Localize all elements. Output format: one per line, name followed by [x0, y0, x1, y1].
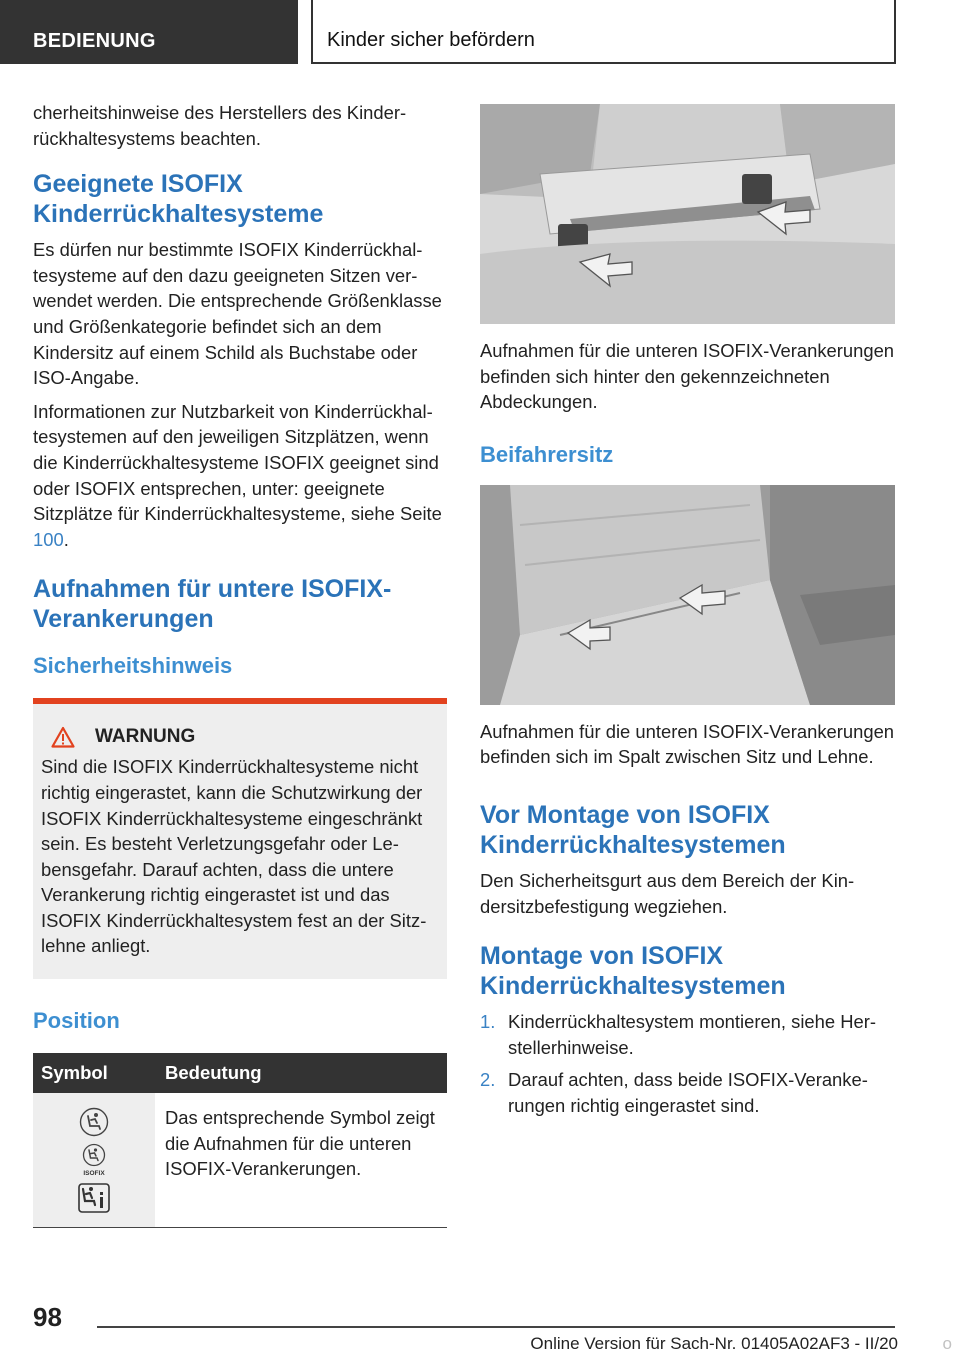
heading-sicherheitshinweis: Sicherheitshinweis — [33, 653, 233, 679]
rear-seat-isofix-photo — [480, 104, 895, 324]
symbol-table — [33, 1053, 447, 1227]
page-number: 98 — [33, 1302, 62, 1332]
svg-text:ISOFIX: ISOFIX — [83, 1170, 105, 1178]
passenger-seat-illustration — [480, 485, 895, 705]
table-bottom-rule — [33, 1227, 447, 1228]
heading-geeignete-isofix: Geeignete ISOFIX Kinderrückhaltesysteme — [33, 170, 324, 229]
paragraph-seatbelt: Den Sicherheitsgurt aus dem Bereich der Kindersitzbefestigung wegziehen. — [480, 869, 855, 917]
caption-rear-seat: Aufnahmen für die unteren ISOFIX-Verankerungen befinden sich hinter den gekennzeichneten Abdeckungen. — [480, 340, 895, 413]
step-text: Darauf achten, dass beide ISOFIX-Verankerungen richtig eingerastet sind. — [508, 1069, 868, 1116]
heading-montage: Montage von ISOFIX Kinderrückhaltesystemen — [480, 942, 786, 1001]
footer-version-text: Online Version für Sach-Nr. 01405A02AF3 - II/20 — [530, 1334, 898, 1353]
intro-text: cherheitshinweise des Herstellers des Kinderrückhaltesystems beachten. — [33, 102, 407, 149]
step-number: 2. — [480, 1069, 496, 1091]
warning-box — [33, 698, 447, 979]
warning-text: Sind die ISOFIX Kinderrückhaltesysteme nicht richtig eingerastet, kann die Schutzwirkung der ISOFIX Kinderrückhaltesysteme eingeschränkt sein. Es besteht Verletzungsgefahr oder Lebensgefahr. Darauf achten, dass die untere Verankerung richtig eingerastet ist und das ISOFIX Kinderrückhaltesystem fest an der Sitzlehne anliegt. — [41, 756, 427, 957]
step-text: Kinderrückhaltesystem montieren, siehe Herstellerhinweise. — [508, 1011, 876, 1058]
footer-rule — [97, 1326, 895, 1328]
list-item — [480, 1067, 895, 1118]
meaning-cell: Das entsprechende Symbol zeigt die Aufnahmen für die unteren ISOFIX-Verankerungen. — [165, 1107, 435, 1180]
passenger-seat-isofix-photo — [480, 485, 895, 705]
usability-text: Informationen zur Nutzbarkeit von Kinderrückhaltesystemen auf den jeweiligen Sitzplätzen, wenn die Kinderrückhaltesysteme ISOFIX geeignet sind oder ISOFIX entsprechen, unter: geeignete Sitzplätze für Kinderrückhaltesysteme, siehe Seite — [33, 400, 442, 525]
paragraph-usability — [33, 399, 447, 553]
watermark-text: o — [942, 1334, 952, 1353]
montage-steps — [480, 1009, 895, 1118]
warning-header — [43, 726, 439, 748]
table-header-row — [33, 1053, 447, 1093]
isofix-seat-icon — [79, 1143, 109, 1177]
page-link-100[interactable]: 100 — [33, 528, 64, 550]
table-row — [33, 1093, 447, 1227]
heading-aufnahmen: Aufnahmen für untere ISOFIX-Verankerungen — [33, 575, 392, 634]
symbol-cell — [33, 1093, 155, 1227]
column-header-symbol: Symbol — [33, 1053, 155, 1093]
caption-passenger-seat: Aufnahmen für die unteren ISOFIX-Verankerungen befinden sich im Spalt zwischen Sitz und Lehne. — [480, 720, 895, 768]
warning-triangle-icon — [51, 726, 75, 748]
left-column — [33, 100, 447, 1228]
section-tab: BEDIENUNG — [0, 0, 298, 64]
chapter-title: Kinder sicher befördern — [311, 0, 896, 64]
heading-position: Position — [33, 1008, 120, 1034]
right-column — [480, 104, 895, 1126]
child-seat-icon — [79, 1107, 109, 1137]
heading-vor-montage: Vor Montage von ISOFIX Kinderrückhaltesystemen — [480, 800, 786, 859]
rear-seat-illustration — [480, 104, 895, 324]
heading-beifahrersitz: Beifahrersitz — [480, 441, 614, 467]
child-seat-info-icon — [78, 1183, 110, 1213]
step-number: 1. — [480, 1011, 496, 1033]
warning-title: WARNUNG — [95, 726, 196, 748]
list-item — [480, 1009, 895, 1060]
period: . — [63, 528, 69, 550]
column-header-bedeutung: Bedeutung — [155, 1053, 447, 1093]
paragraph-size-class: Es dürfen nur bestimmte ISOFIX Kinderrückhaltesysteme auf den dazu geeigneten Sitzen verwendet werden. Die entsprechende Größenklasse und Größenkategorie befindet sich an dem Kindersitz auf einem Schild als Buchstabe oder ISO-Angabe. — [33, 239, 442, 389]
